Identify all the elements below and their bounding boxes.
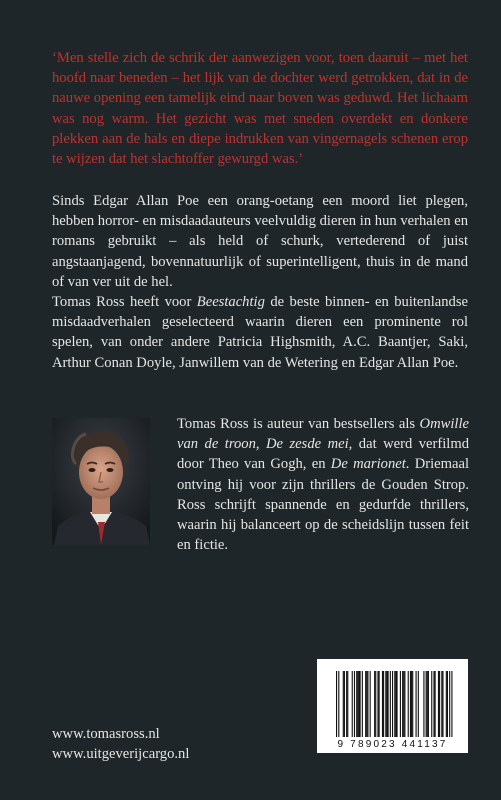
barcode-bar (447, 671, 448, 737)
barcode-bar (379, 671, 380, 737)
barcode-bar (358, 671, 359, 737)
barcode-bar (449, 671, 450, 737)
barcode-bar (382, 671, 383, 737)
blurb-paragraph-1: Sinds Edgar Allan Poe een orang-oetang een moord liet plegen, hebben horror- en misdaadauteurs veelvuldig dieren in hun verhalen en romans gebruikt – als held of schurk, vertederend of juist angstaanjagend, bovennatuurlijk of superintelligent, thuis in de mand of van ver uit de hel. (52, 193, 468, 290)
blurb-paragraph-2 (52, 292, 468, 373)
bio-text: , dat werd verfilmd door Theo van Gogh, en (177, 436, 469, 473)
barcode-bar (392, 671, 393, 737)
barcode-bar (374, 671, 375, 737)
barcode-bar (360, 671, 361, 737)
bio-text: Tomas Ross is auteur van bestsellers als (177, 416, 420, 432)
publisher-website-link[interactable]: www.uitgeverijcargo.nl (52, 746, 190, 763)
blurb-text: de beste binnen- en buitenlandse misdaadverhalen geselecteerd waarin dieren een prominente rol spelen, van onder andere Patricia Highsmith, A.C. Baantjer, Saki, Arthur Conan Doyle, Janwillem van de Wetering en Edgar Allan Poe. (52, 294, 468, 371)
barcode-bar (354, 671, 355, 737)
barcode-bar (416, 671, 417, 737)
barcode-bar (395, 671, 396, 737)
barcode-bar (427, 671, 428, 737)
barcode-bar (451, 671, 452, 737)
barcode-bar (410, 671, 411, 737)
barcode-bar (441, 671, 442, 737)
barcode-bar (404, 671, 405, 737)
barcode-bar (431, 671, 432, 737)
barcode-bar (370, 671, 371, 737)
barcode-bar (428, 671, 429, 737)
book-title: De zesde mei (266, 436, 349, 453)
website-links (52, 724, 189, 764)
barcode-bar (442, 671, 443, 737)
barcode-bar (408, 671, 409, 737)
barcode-bar (377, 671, 378, 737)
barcode-bar (346, 671, 347, 737)
barcode-bar (446, 671, 447, 737)
barcode-bar (386, 671, 387, 737)
barcode-bar (356, 671, 357, 737)
barcode-bar (366, 671, 367, 737)
barcode-bar (347, 671, 348, 737)
author-bio (177, 414, 469, 555)
book-blurb (52, 191, 468, 373)
barcode-bar (336, 671, 337, 737)
author-photo (52, 418, 150, 545)
barcode-bar (362, 671, 363, 737)
barcode-bar (412, 671, 413, 737)
barcode-bar (388, 671, 389, 737)
barcode-bar (385, 671, 386, 737)
excerpt-quote: ‘Men stelle zich de schrik der aanwezigen voor, toen daaruit – met het hoofd naar beneden – het lijk van de dochter werd getrokken, dat in de nauwe opening een tamelijk eind naar boven was geduwd. Het lichaam was nog warm. Het gezicht was met sneden overdekt en donkere plekken aan de hals en diepe indrukken van vingernagels schenen erop te wijzen dat het slachtoffer gewurgd was.’ (52, 50, 468, 168)
bio-text: . Driemaal ontving hij voor zijn thrillers de Gouden Strop. Ross schrijft spannende en gedurfde thrillers, waarin hij balanceert op de scheidslijn tussen feit en fictie. (177, 456, 469, 554)
book-title: Omwille van de troon (177, 416, 469, 453)
barcode-bar (357, 671, 358, 737)
book-title: Beestachtig (196, 294, 265, 311)
barcode-bar (433, 671, 434, 737)
barcode-bar (343, 671, 344, 737)
author-website-link[interactable]: www.tomasross.nl (52, 726, 160, 742)
barcode-bar (403, 671, 404, 737)
barcode-bar (426, 671, 427, 737)
barcode-bar (365, 671, 366, 737)
blurb-text: Tomas Ross heeft voor (52, 294, 197, 311)
book-title: De marionet (330, 456, 406, 473)
bio-text: , (255, 436, 267, 453)
barcode-bar (400, 671, 401, 737)
barcode-bar (352, 671, 353, 737)
barcode-bar (383, 671, 384, 737)
barcode-bar (418, 671, 419, 737)
barcode-bar (367, 671, 368, 737)
barcode-bar (394, 671, 395, 737)
barcode-bar (344, 671, 345, 737)
isbn-barcode (317, 659, 468, 753)
barcode-bar (375, 671, 376, 737)
barcode-bar (338, 671, 339, 737)
barcode-bar (396, 671, 397, 737)
barcode-bar (435, 671, 436, 737)
barcode-bar (402, 671, 403, 737)
barcode-bar (411, 671, 412, 737)
barcode-bar (423, 671, 424, 737)
barcode-bar (390, 671, 391, 737)
barcode-bar (439, 671, 440, 737)
barcode-bar (438, 671, 439, 737)
isbn-digits: 9 789023 441137 (337, 739, 448, 750)
